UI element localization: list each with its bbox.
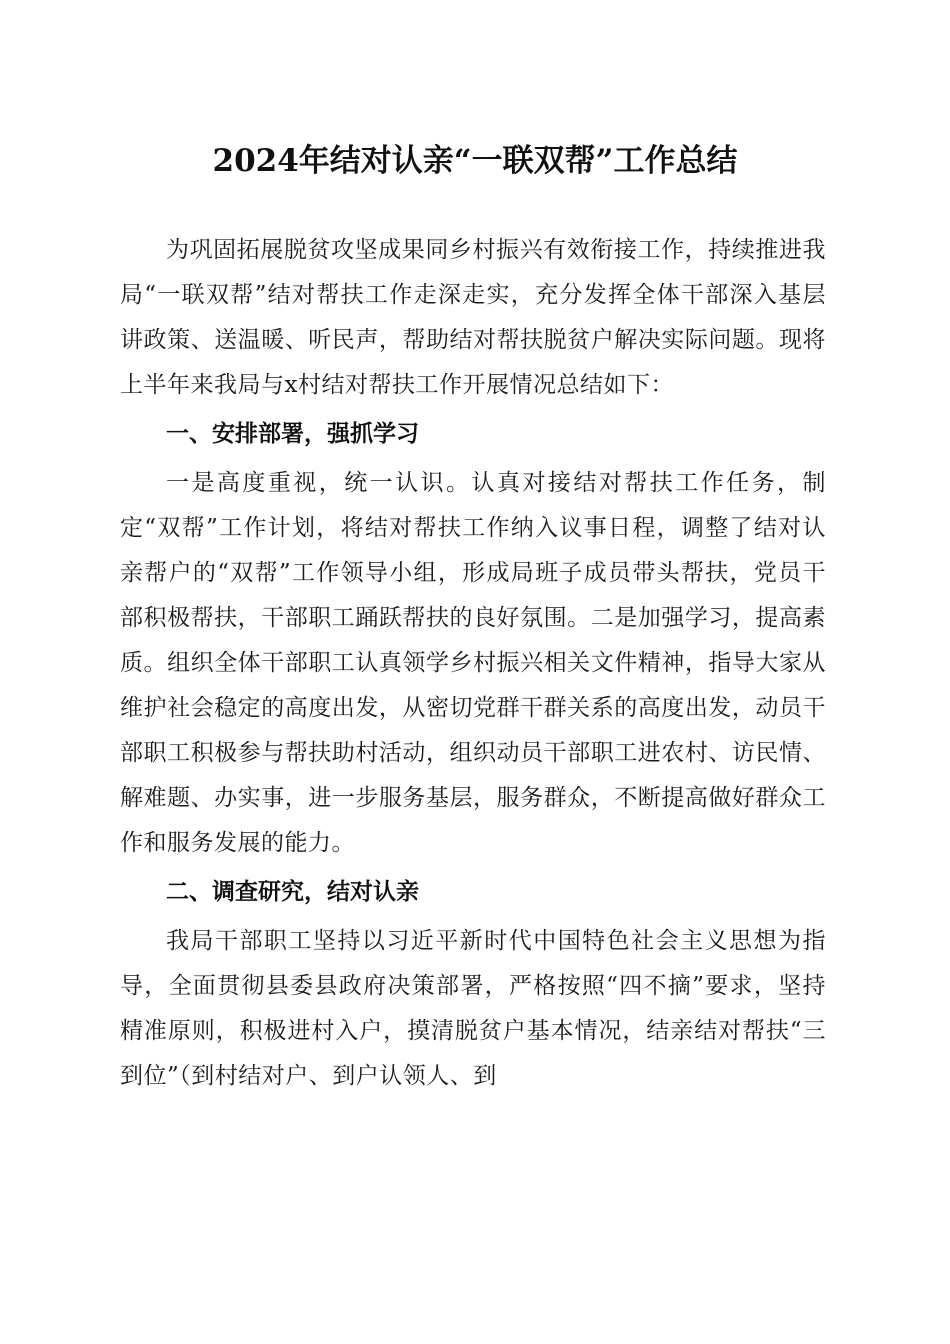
section-paragraph: 一是高度重视，统一认识。认真对接结对帮扶工作任务，制定“双帮”工作计划，将结对帮扶工作纳入议事日程，调整了结对认亲帮户的“双帮”工作领导小组，形成局班子成员带头帮扶，党员干部积极帮扶，干部职工踊跃帮扶的良好氛围。二是加强学习，提高素质。组织全体干部职工认真领学乡村振兴相关文件精神，指导大家从维护社会稳定的高度出发，从密切党群干群关系的高度出发，动员干部职工积极参与帮扶助村活动，组织动员干部职工进农村、访民情、解难题、办实事，进一步服务基层，服务群众，不断提高做好群众工作和服务发展的能力。 [120, 470, 826, 856]
section-paragraph: 我局干部职工坚持以习近平新时代中国特色社会主义思想为指导，全面贯彻县委县政府决策部署，严格按照“四不摘”要求，坚持精准原则，积极进村入户，摸清脱贫户基本情况，结亲结对帮扶“三到位”（到村结对户、到户认领人、到 [120, 928, 826, 1089]
section-heading: 一、安排部署，强抓学习 [166, 421, 419, 447]
section-2 [120, 866, 826, 1099]
section-1 [120, 408, 826, 866]
document-body [120, 228, 826, 1099]
document-title: 2024年结对认亲“一联双帮”工作总结 [212, 143, 738, 179]
intro-paragraph: 为巩固拓展脱贫攻坚成果同乡村振兴有效衔接工作，持续推进我局“一联双帮”结对帮扶工作走深走实，充分发挥全体干部深入基层讲政策、送温暖、听民声，帮助结对帮扶脱贫户解决实际问题。现将上半年来我局与x村结对帮扶工作开展情况总结如下： [120, 237, 826, 398]
section-heading: 二、调查研究，结对认亲 [166, 879, 419, 905]
